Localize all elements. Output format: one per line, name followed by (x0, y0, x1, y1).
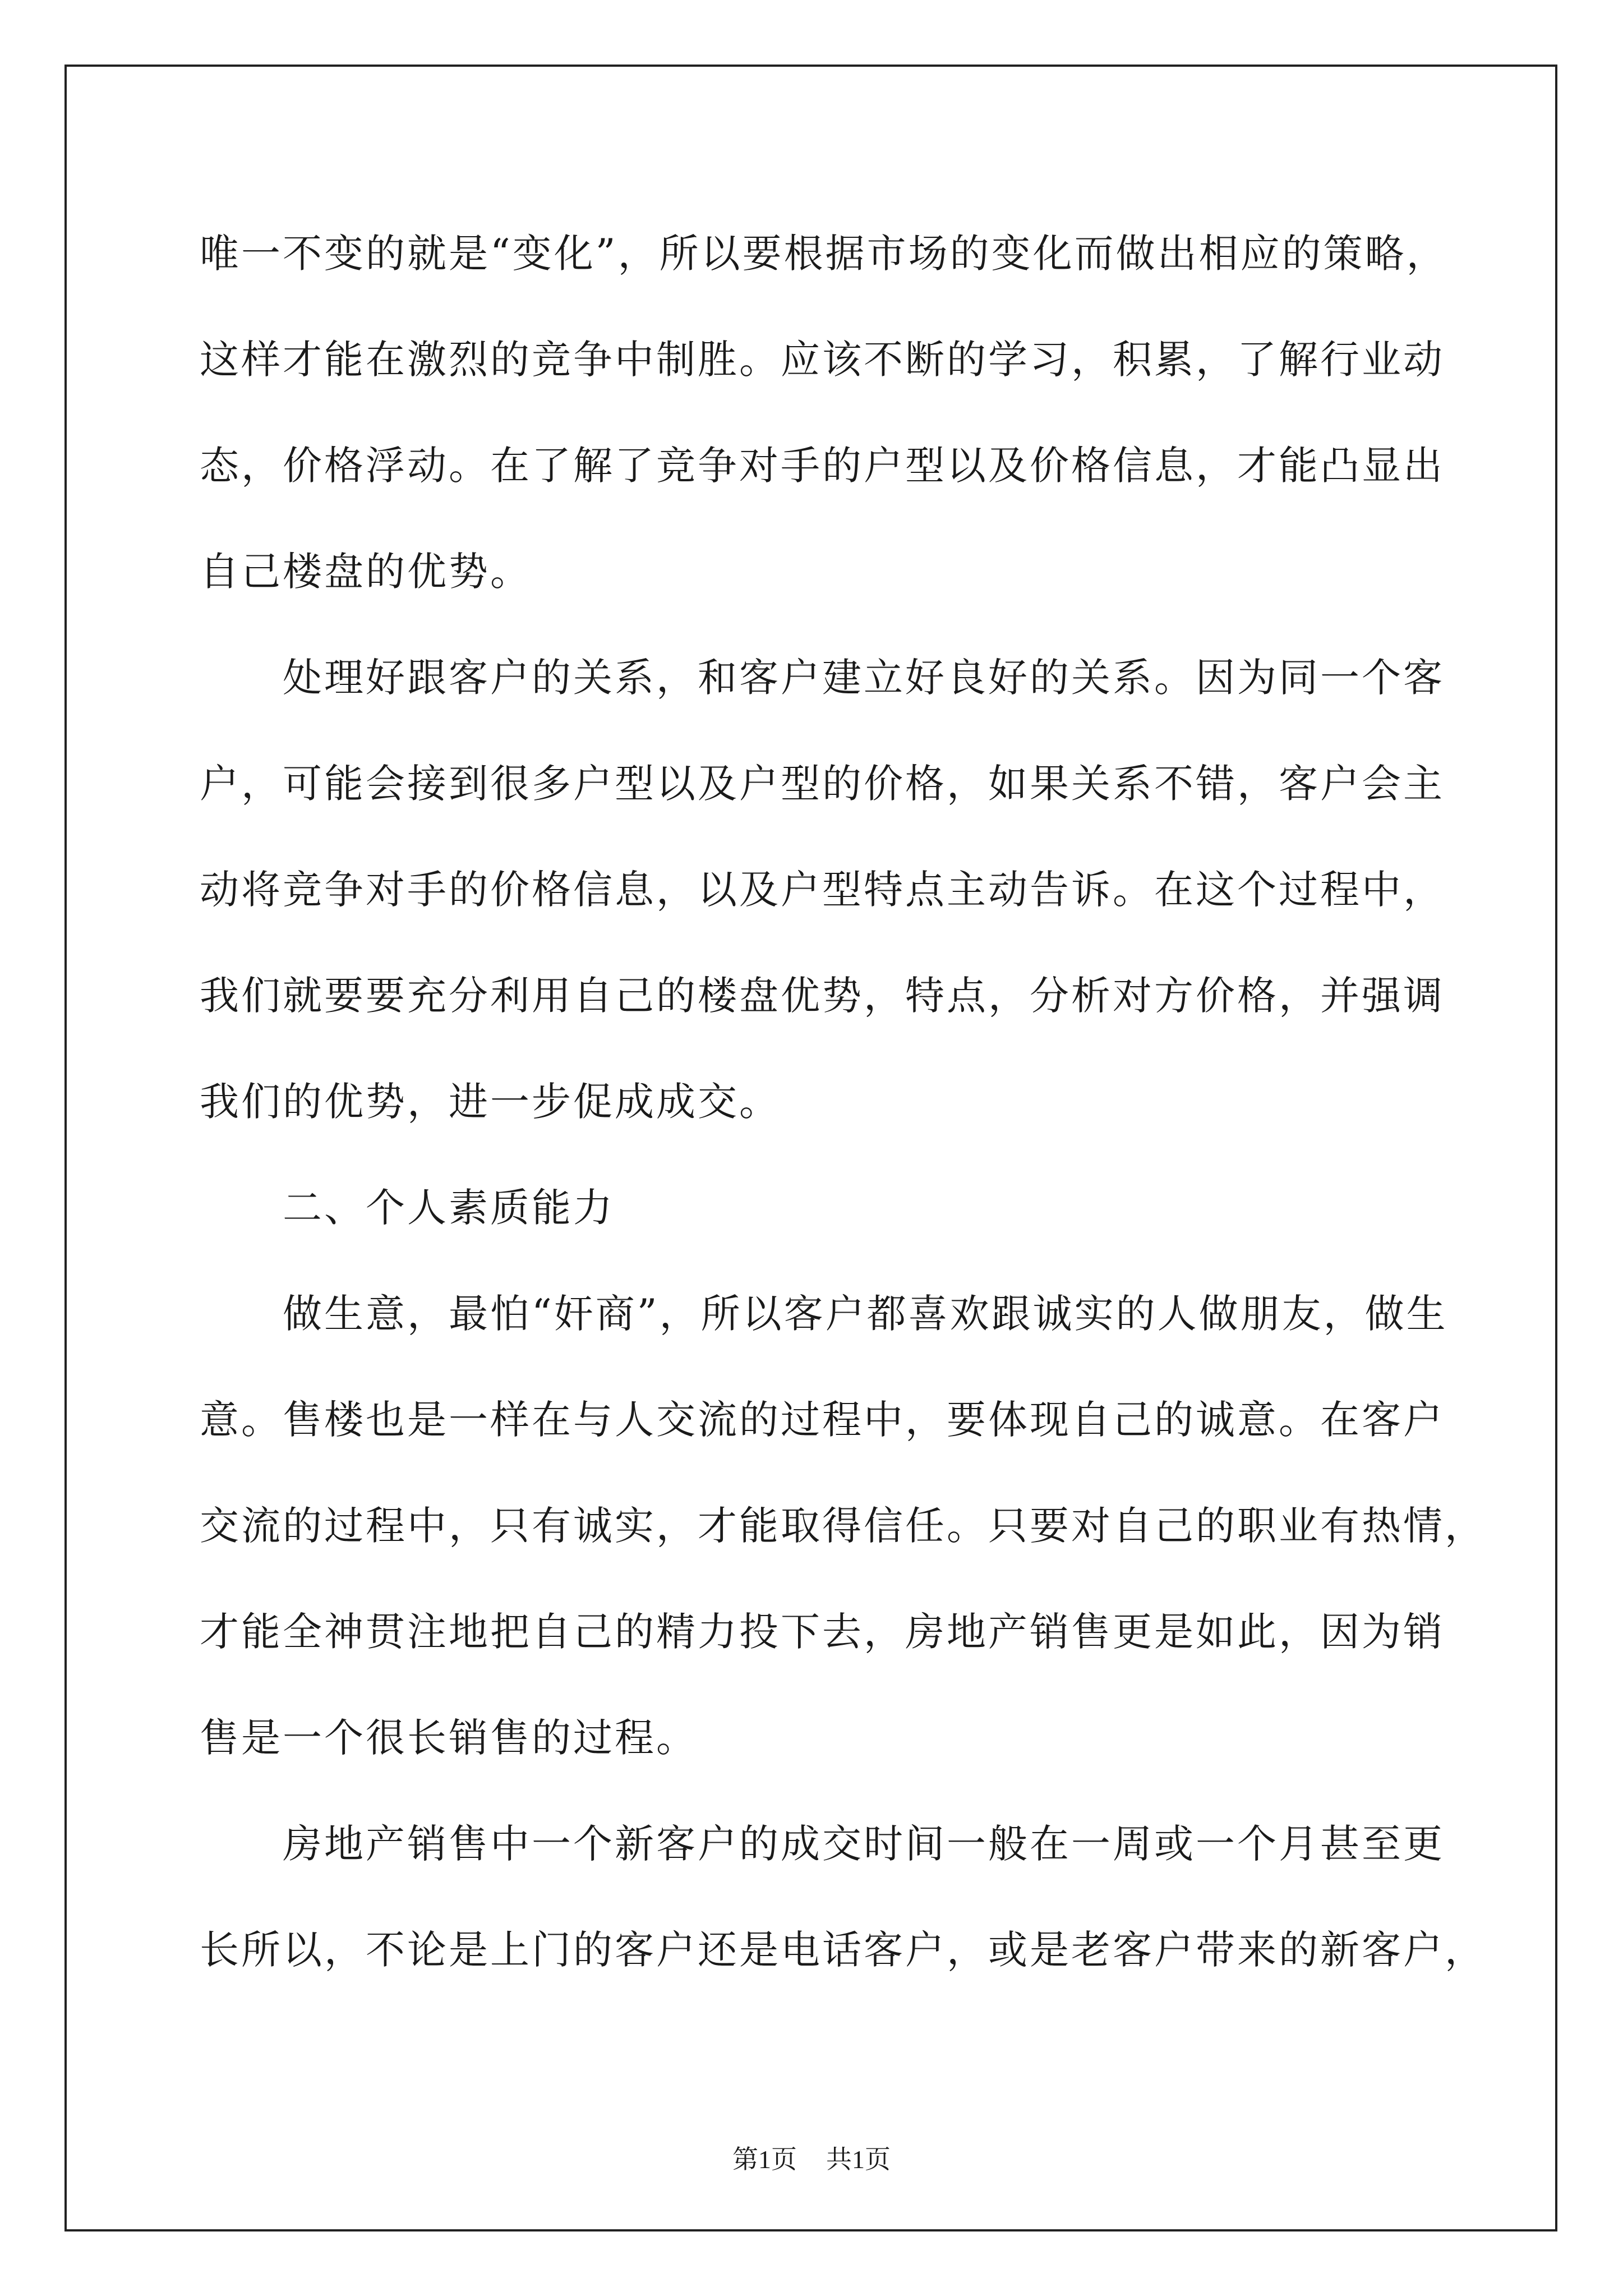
text-line: 态，价格浮动。在了解了竞争对手的户型以及价格信息，才能凸显出 (200, 443, 1445, 489)
text-line: 长所以，不论是上门的客户还是电话客户，或是老客户带来的新客户， (200, 1927, 1486, 1973)
text-line: 这样才能在激烈的竞争中制胜。应该不断的学习，积累，了解行业动 (200, 337, 1445, 383)
page-total: 共1页 (826, 2145, 891, 2174)
text-line: 交流的过程中，只有诚实，才能取得信任。只要对自己的职业有热情， (200, 1503, 1486, 1549)
text-line: 意。售楼也是一样在与人交流的过程中，要体现自己的诚意。在客户 (200, 1397, 1445, 1443)
text-line: 自己楼盘的优势。 (200, 549, 532, 595)
text-line: 我们就要要充分利用自己的楼盘优势，特点，分析对方价格，并强调 (200, 973, 1445, 1019)
paragraph (200, 201, 1467, 625)
paragraph (200, 1791, 1486, 2003)
text-line: 做生意，最怕“奸商”，所以客户都喜欢跟诚实的人做朋友，做生 (283, 1291, 1448, 1337)
paragraph (200, 1261, 1486, 1791)
section-heading (200, 1155, 1467, 1261)
text-line: 售是一个很长销售的过程。 (200, 1715, 698, 1761)
text-line: 房地产销售中一个新客户的成交时间一般在一周或一个月甚至更 (283, 1821, 1445, 1867)
text-line: 我们的优势，进一步促成成交。 (200, 1079, 781, 1125)
document-body (200, 201, 1486, 2003)
text-line: 唯一不变的就是“变化”，所以要根据市场的变化而做出相应的策略， (200, 231, 1448, 277)
text-line: 动将竞争对手的价格信息，以及户型特点主动告诉。在这个过程中， (200, 867, 1445, 913)
paragraph (200, 625, 1467, 1155)
page-footer (0, 2143, 1623, 2177)
page-number: 第1页 (732, 2145, 797, 2174)
text-line: 处理好跟客户的关系，和客户建立好良好的关系。因为同一个客 (283, 655, 1445, 701)
text-line: 户，可能会接到很多户型以及户型的价格，如果关系不错，客户会主 (200, 761, 1445, 807)
text-line: 二、个人素质能力 (283, 1185, 615, 1231)
text-line: 才能全神贯注地把自己的精力投下去，房地产销售更是如此，因为销 (200, 1609, 1445, 1655)
